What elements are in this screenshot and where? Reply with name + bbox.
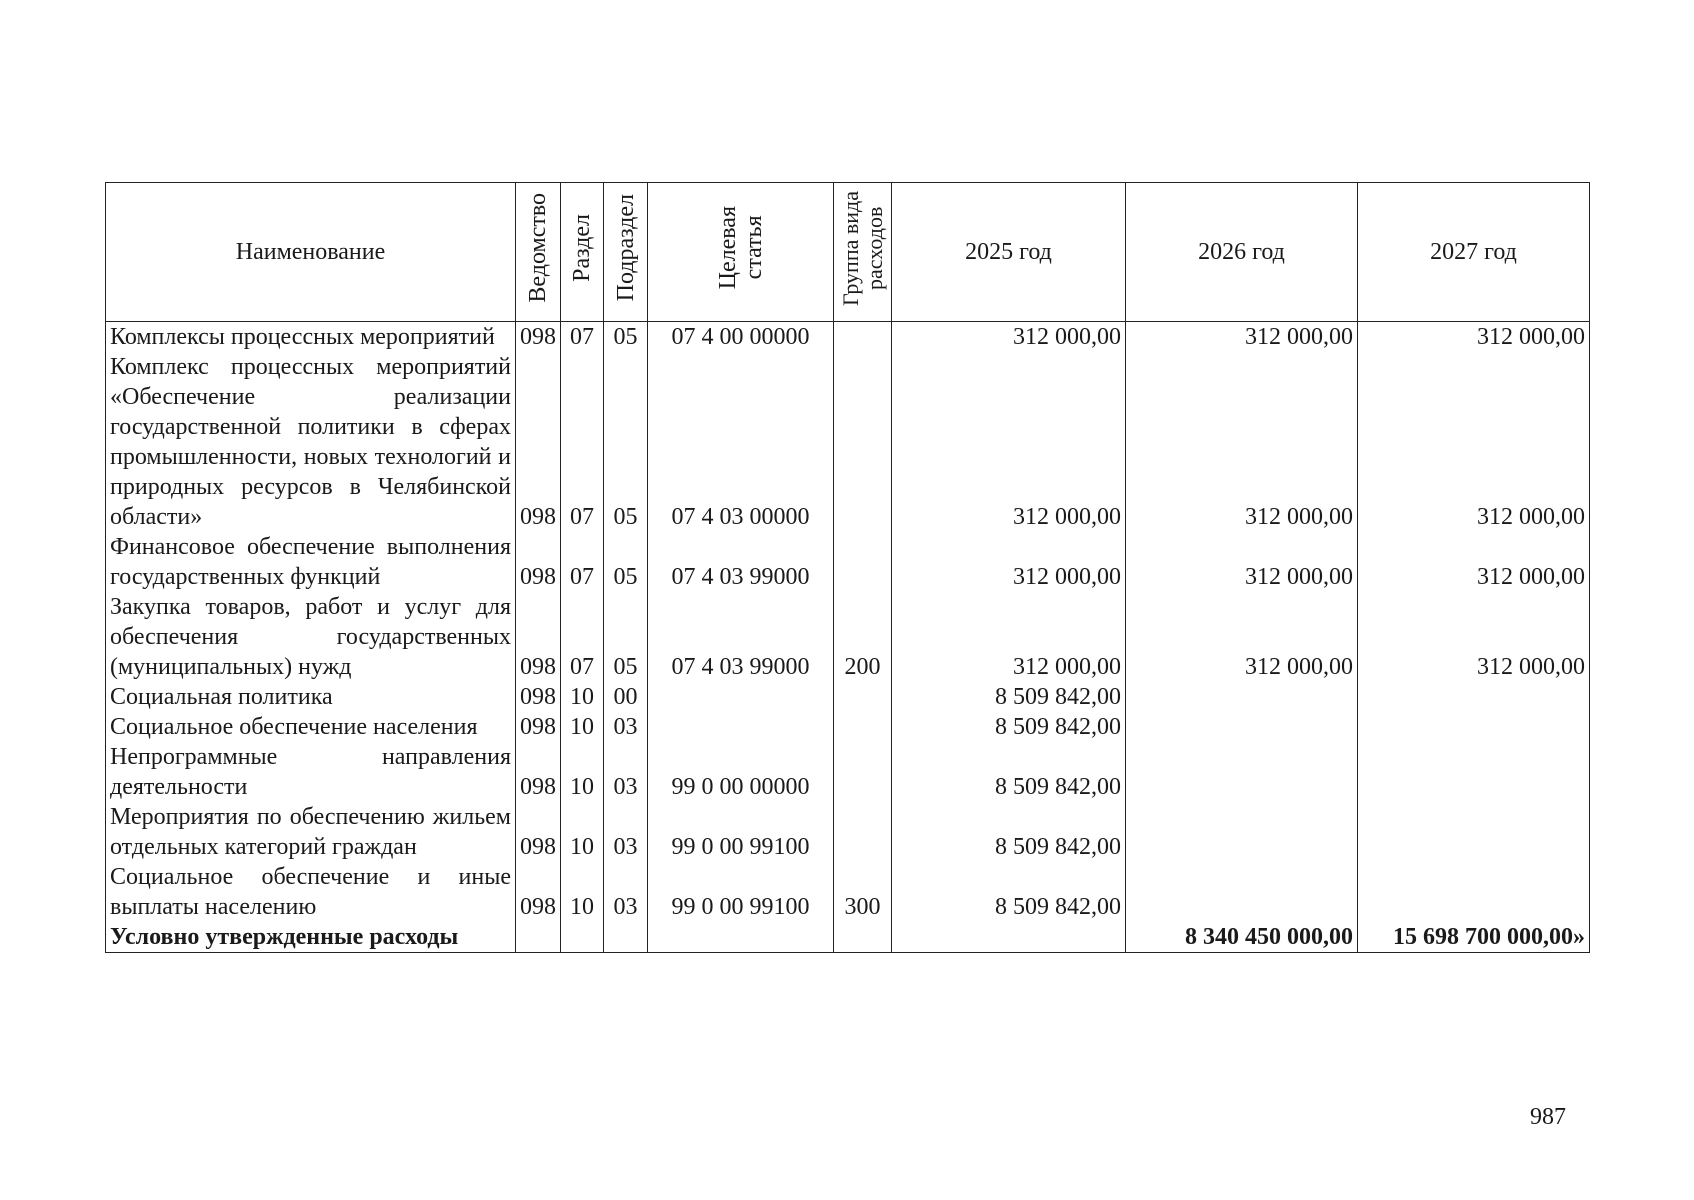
row-podrazdel: 05 [604,322,648,353]
header-2026: 2026 год [1126,183,1358,322]
row-razdel [561,922,604,953]
row-2026: 312 000,00 [1126,352,1358,532]
row-2027 [1358,682,1590,712]
row-2027: 15 698 700 000,00» [1358,922,1590,953]
row-name: Условно утвержденные расходы [106,922,516,953]
table-row [106,352,1590,532]
row-2026 [1126,712,1358,742]
row-razdel: 10 [561,712,604,742]
row-2025: 8 509 842,00 [892,742,1126,802]
row-2026: 312 000,00 [1126,532,1358,592]
row-razdel: 07 [561,352,604,532]
row-razdel: 10 [561,802,604,862]
row-vedomstvo: 098 [516,712,561,742]
row-2025 [892,922,1126,953]
row-razdel: 10 [561,862,604,922]
row-2025: 312 000,00 [892,322,1126,353]
row-podrazdel: 03 [604,712,648,742]
row-name: Закупка товаров, работ и услуг для обеспечения государственных (муниципальных) нужд [106,592,516,682]
row-vedomstvo: 098 [516,592,561,682]
row-group: 200 [834,592,892,682]
row-target: 07 4 03 99000 [648,592,834,682]
row-2026: 312 000,00 [1126,592,1358,682]
row-2025: 8 509 842,00 [892,682,1126,712]
row-target: 99 0 00 99100 [648,802,834,862]
table-row [106,682,1590,712]
row-name: Социальная политика [106,682,516,712]
row-target: 99 0 00 99100 [648,862,834,922]
table-row [106,862,1590,922]
row-name: Финансовое обеспечение выполнения государственных функций [106,532,516,592]
row-razdel: 07 [561,322,604,353]
table-row [106,532,1590,592]
row-group [834,802,892,862]
row-2026 [1126,742,1358,802]
row-podrazdel: 05 [604,352,648,532]
header-2025: 2025 год [892,183,1126,322]
row-2026 [1126,682,1358,712]
row-group [834,742,892,802]
row-2026 [1126,802,1358,862]
row-target: 07 4 00 00000 [648,322,834,353]
row-2025: 8 509 842,00 [892,862,1126,922]
row-razdel: 10 [561,682,604,712]
header-name: Наименование [106,183,516,322]
row-razdel: 07 [561,532,604,592]
header-2027: 2027 год [1358,183,1590,322]
row-target [648,922,834,953]
row-group [834,682,892,712]
row-name: Комплексы процессных мероприятий [106,322,516,353]
row-podrazdel: 00 [604,682,648,712]
header-target: Целевая статья [648,183,834,322]
header-vedomstvo: Ведомство [516,183,561,322]
row-group: 300 [834,862,892,922]
table-row [106,322,1590,353]
row-group [834,352,892,532]
row-name: Социальное обеспечение населения [106,712,516,742]
row-2026: 312 000,00 [1126,322,1358,353]
row-2027: 312 000,00 [1358,352,1590,532]
row-2026: 8 340 450 000,00 [1126,922,1358,953]
row-podrazdel: 03 [604,802,648,862]
row-vedomstvo: 098 [516,802,561,862]
row-2027: 312 000,00 [1358,322,1590,353]
row-razdel: 07 [561,592,604,682]
row-2025: 312 000,00 [892,592,1126,682]
row-group [834,322,892,353]
row-name: Мероприятия по обеспечению жильем отдельных категорий граждан [106,802,516,862]
row-name: Комплекс процессных мероприятий «Обеспечение реализации государственной политики в сферах промышленности, новых технологий и природных ресурсов в Челябинской области» [106,352,516,532]
row-2027 [1358,712,1590,742]
table-row [106,742,1590,802]
row-podrazdel: 05 [604,592,648,682]
table-row [106,592,1590,682]
row-target: 07 4 03 99000 [648,532,834,592]
row-2027 [1358,742,1590,802]
header-razdel: Раздел [561,183,604,322]
row-2025: 8 509 842,00 [892,802,1126,862]
row-podrazdel: 05 [604,532,648,592]
row-group [834,922,892,953]
header-group: Группа вида расходов [834,183,892,322]
row-2027 [1358,802,1590,862]
row-2027: 312 000,00 [1358,592,1590,682]
row-target [648,682,834,712]
row-vedomstvo: 098 [516,532,561,592]
row-name: Социальное обеспечение и иные выплаты населению [106,862,516,922]
row-group [834,712,892,742]
row-2025: 312 000,00 [892,532,1126,592]
row-vedomstvo: 098 [516,742,561,802]
row-vedomstvo: 098 [516,352,561,532]
row-2025: 8 509 842,00 [892,712,1126,742]
table-header-row [106,183,1590,322]
row-target: 07 4 03 00000 [648,352,834,532]
table-body [106,322,1590,953]
row-2027 [1358,862,1590,922]
row-2027: 312 000,00 [1358,532,1590,592]
table-row [106,712,1590,742]
table-row [106,802,1590,862]
row-group [834,532,892,592]
table-row [106,922,1590,953]
row-2026 [1126,862,1358,922]
header-podrazdel: Подраздел [604,183,648,322]
row-vedomstvo [516,922,561,953]
row-2025: 312 000,00 [892,352,1126,532]
row-podrazdel: 03 [604,862,648,922]
row-name: Непрограммные направления деятельности [106,742,516,802]
row-vedomstvo: 098 [516,322,561,353]
row-vedomstvo: 098 [516,862,561,922]
row-podrazdel: 03 [604,742,648,802]
budget-table [105,182,1590,953]
row-podrazdel [604,922,648,953]
row-target [648,712,834,742]
row-vedomstvo: 098 [516,682,561,712]
row-target: 99 0 00 00000 [648,742,834,802]
row-razdel: 10 [561,742,604,802]
page-number: 987 [1530,1104,1566,1130]
